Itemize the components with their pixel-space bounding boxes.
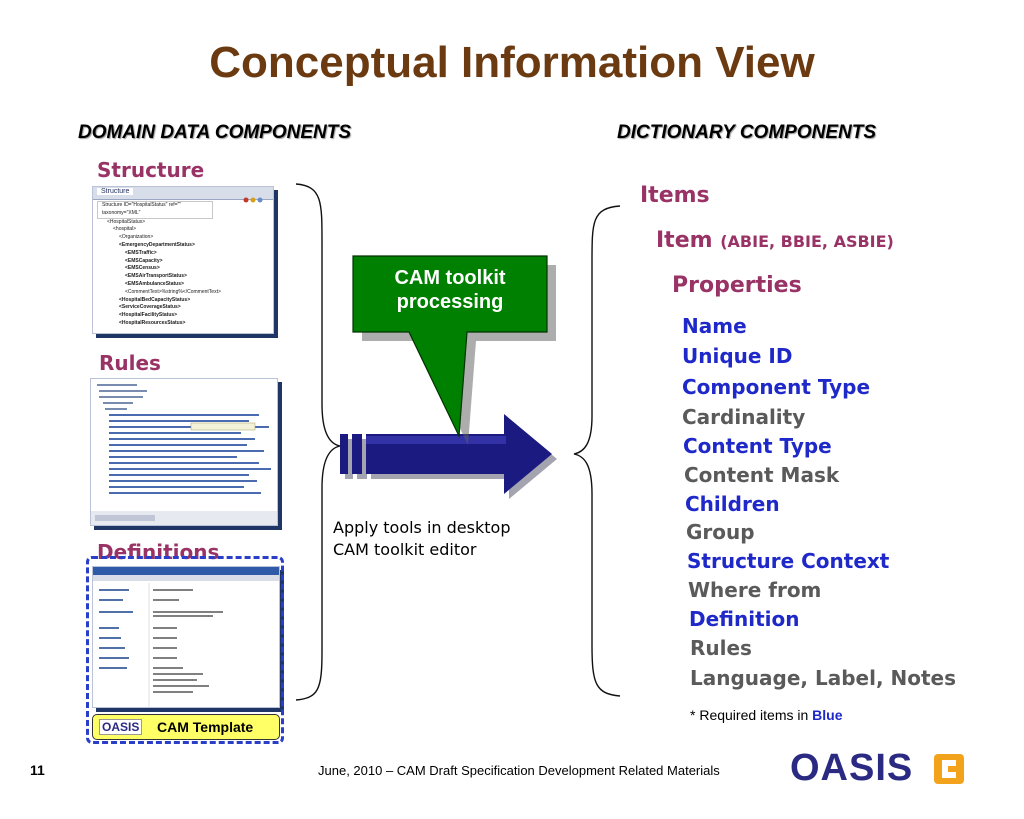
- property-item: Name: [682, 314, 747, 338]
- dictionary-heading: DICTIONARY COMPONENTS: [617, 122, 876, 143]
- right-brace: [570, 204, 626, 698]
- footer-text: June, 2010 – CAM Draft Specification Development Related Materials: [318, 763, 720, 778]
- oasis-mark-icon: [932, 752, 966, 786]
- required-note: [690, 707, 843, 723]
- cam-template-label: CAM Template: [157, 719, 254, 735]
- property-item: Where from: [688, 578, 822, 602]
- apply-note-line-2: CAM toolkit editor: [333, 540, 477, 559]
- page-title: Conceptual Information View: [209, 38, 815, 87]
- callout-text: [353, 266, 547, 314]
- item-label-text: Item: [656, 228, 713, 253]
- thumbnail-tabbar: [93, 187, 273, 200]
- property-item: Group: [686, 520, 755, 544]
- tree-node: <EMSTraffic>: [125, 249, 157, 256]
- items-label: Items: [640, 183, 710, 208]
- tree-node: <CommentText>%string%</CommentText>: [125, 288, 221, 295]
- domain-heading: DOMAIN DATA COMPONENTS: [78, 122, 352, 143]
- property-item: Structure Context: [687, 549, 890, 573]
- structure-thumbnail: [92, 186, 274, 334]
- tree-node: <EMSAirTransportStatus>: [125, 273, 187, 280]
- structure-label: Structure: [97, 158, 205, 182]
- cam-template-badge: [92, 714, 280, 740]
- tree-node: <HospitalFacilityStatus>: [119, 312, 178, 319]
- tree-node: <EMSAmbulanceStatus>: [125, 280, 184, 287]
- callout-line-1: CAM toolkit: [394, 267, 506, 289]
- structure-tree: [97, 201, 269, 328]
- tree-node: <hospital>: [113, 226, 137, 233]
- rules-label: Rules: [99, 351, 161, 375]
- tree-node: <EmergencyDepartmentStatus>: [119, 241, 195, 248]
- tree-node: <ServiceCoverageStatus>: [119, 304, 181, 311]
- property-item: Language, Label, Notes: [690, 666, 957, 690]
- toolbar-icons: [243, 189, 267, 196]
- oasis-logo: [790, 748, 913, 788]
- property-item: Definition: [689, 607, 800, 631]
- structure-header: Structure ID="HospitalStatus" ref="" taxonomy="XML": [97, 201, 213, 219]
- left-brace: [288, 182, 344, 702]
- property-item: Children: [685, 492, 780, 516]
- tree-node: <EMSCapacity>: [125, 257, 163, 264]
- structure-tab: Structure: [97, 188, 133, 195]
- tree-node: <Organization>: [119, 234, 154, 241]
- oasis-badge-logo: OASIS: [99, 719, 142, 735]
- tree-node: <EMSCensus>: [125, 265, 160, 272]
- page-number: 11: [30, 762, 45, 778]
- properties-label: Properties: [672, 273, 802, 298]
- required-note-prefix: * Required items in: [690, 707, 809, 723]
- tree-node: <HospitalBedCapacityStatus>: [119, 296, 191, 303]
- property-item: Rules: [690, 636, 752, 660]
- property-item: Content Type: [683, 434, 832, 458]
- tree-node: <HospitalResourcesStatus>: [119, 319, 186, 326]
- rules-thumbnail: [90, 378, 278, 526]
- property-item: Content Mask: [684, 463, 840, 487]
- property-item: Cardinality: [682, 405, 806, 429]
- apply-note-line-1: Apply tools in desktop: [333, 518, 511, 537]
- rules-listing-graphic: [91, 379, 277, 525]
- required-note-blue: Blue: [812, 707, 843, 723]
- definitions-label: Definitions: [97, 540, 220, 564]
- property-item: Component Type: [682, 375, 871, 399]
- property-item: Unique ID: [682, 344, 793, 368]
- callout-line-2: processing: [396, 291, 504, 313]
- item-label-sub: (ABIE, BBIE, ASBIE): [720, 232, 894, 251]
- item-label: [656, 228, 894, 253]
- apply-tools-note: [333, 517, 510, 561]
- oasis-logo-text: OASIS: [790, 747, 914, 789]
- tree-node: <HospitalStatus>: [107, 218, 146, 225]
